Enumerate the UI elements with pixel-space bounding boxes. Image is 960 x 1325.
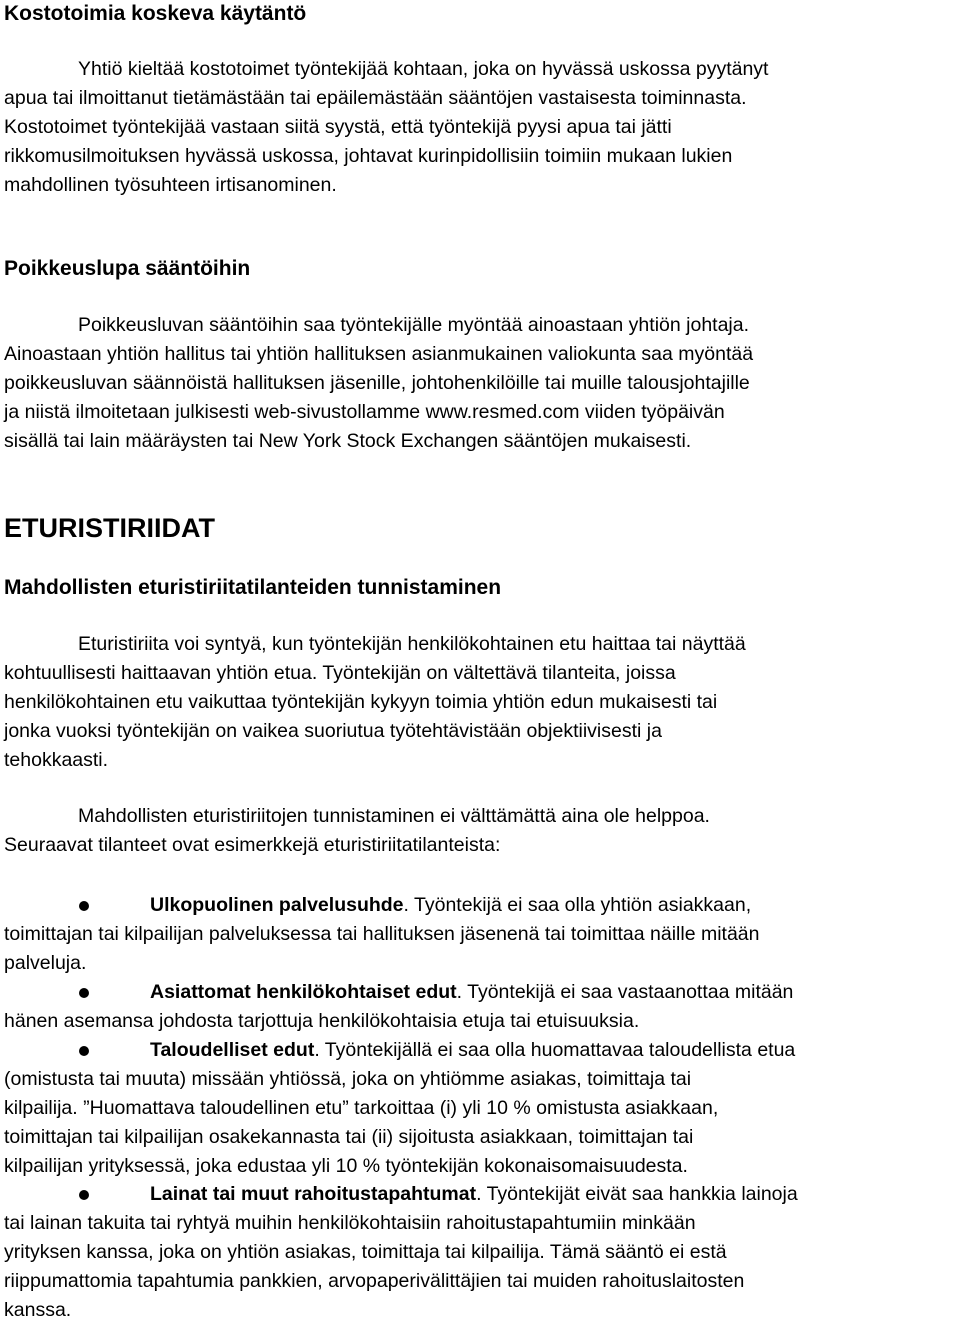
- bullet-icon: [79, 988, 89, 998]
- paragraph-line: jonka vuoksi työntekijän on vaikea suoriutua työtehtävistään objektiivisesti ja: [4, 720, 662, 742]
- bullet-item-improper-benefits: [4, 978, 793, 1036]
- bullet-text: . Työntekijällä ei saa olla huomattavaa taloudellista etua: [314, 1039, 796, 1061]
- paragraph-line: Poikkeusluvan sääntöihin saa työntekijälle myöntää ainoastaan yhtiön johtaja.: [78, 314, 750, 336]
- paragraph-line: palveluja.: [4, 952, 87, 974]
- paragraph-line: sisällä tai lain määräysten tai New York Stock Exchangen sääntöjen mukaisesti.: [4, 430, 692, 452]
- paragraph-line: kilpailijan yrityksessä, joka edustaa yli 10 % työntekijän kokonaisomaisuudesta.: [4, 1155, 688, 1177]
- paragraph-line: kohtuullisesti haittaavan yhtiön etua. Työntekijän on vältettävä tilanteita, joissa: [4, 662, 676, 684]
- bullet-text: . Työntekijät eivät saa hankkia lainoja: [476, 1183, 798, 1205]
- conflicts-paragraph-1: [4, 630, 746, 775]
- paragraph-line: henkilökohtainen etu vaikuttaa työntekijän kykyyn toimia yhtiön edun mukaisesti tai: [4, 691, 718, 713]
- paragraph-line: Kostotoimet työntekijää vastaan siitä syystä, että työntekijä pyysi apua tai jätti: [4, 116, 672, 138]
- conflicts-heading: ETURISTIRIIDAT: [4, 513, 215, 543]
- bullet-first-line: [4, 891, 760, 920]
- retaliation-paragraph: [4, 55, 768, 200]
- bullet-title: Ulkopuolinen palvelusuhde: [150, 894, 404, 916]
- paragraph-line: tehokkaasti.: [4, 749, 109, 771]
- bullet-title: Asiattomat henkilökohtaiset edut: [150, 981, 457, 1003]
- retaliation-heading: Kostotoimia koskeva käytäntö: [4, 2, 307, 25]
- conflicts-paragraph-2: [4, 802, 710, 860]
- paragraph-line: tai lainan takuita tai ryhtyä muihin henkilökohtaisiin rahoitustapahtumiin minkään: [4, 1212, 696, 1234]
- paragraph-line: yrityksen kanssa, joka on yhtiön asiakas, toimittaja tai kilpailija. Tämä sääntö ei estä: [4, 1241, 727, 1263]
- waiver-section: [4, 255, 250, 283]
- bullet-icon: [79, 901, 89, 911]
- paragraph-line: rikkomusilmoituksen hyvässä uskossa, johtavat kurinpidollisiin toimiin mukaan lukien: [4, 145, 733, 167]
- waiver-paragraph: [4, 311, 753, 456]
- conflicts-subheading-wrap: [4, 574, 501, 602]
- retaliation-section: [4, 0, 306, 28]
- paragraph-line: kilpailija. ”Huomattava taloudellinen etu” tarkoittaa (i) yli 10 % omistusta asiakkaan,: [4, 1097, 719, 1119]
- paragraph-line: kanssa.: [4, 1299, 72, 1321]
- paragraph-line: ja niistä ilmoitetaan julkisesti web-sivustollamme www.resmed.com viiden työpäivän: [4, 401, 725, 423]
- paragraph-line: toimittajan tai kilpailijan osakekannasta tai (ii) sijoitusta asiakkaan, toimittajan tai: [4, 1126, 694, 1148]
- paragraph-line: Yhtiö kieltää kostotoimet työntekijää kohtaan, joka on hyvässä uskossa pyytänyt: [78, 58, 769, 80]
- bullet-first-line: [4, 1180, 798, 1209]
- bullet-title: Lainat tai muut rahoitustapahtumat: [150, 1183, 477, 1205]
- paragraph-line: hänen asemansa johdosta tarjottuja henkilökohtaisia etuja tai etuisuuksia.: [4, 1010, 640, 1032]
- paragraph-line: toimittajan tai kilpailijan palveluksessa tai hallituksen jäsenenä tai toimittaa näille mitään: [4, 923, 760, 945]
- paragraph-line: Eturistiriita voi syntyä, kun työntekijän henkilökohtainen etu haittaa tai näyttää: [78, 633, 746, 655]
- paragraph-line: poikkeusluvan säännöistä hallituksen jäsenille, johtohenkilöille tai muille talousjohtajille: [4, 372, 750, 394]
- conflicts-section: [4, 511, 215, 545]
- paragraph-line: apua tai ilmoittanut tietämästään tai epäilemästään sääntöjen vastaisesta toiminnasta.: [4, 87, 747, 109]
- bullet-icon: [79, 1046, 89, 1056]
- paragraph-line: Ainoastaan yhtiön hallitus tai yhtiön hallituksen asianmukainen valiokunta saa myöntää: [4, 343, 754, 365]
- conflicts-subheading: Mahdollisten eturistiriitatilanteiden tunnistaminen: [4, 576, 502, 599]
- paragraph-line: Mahdollisten eturistiriitojen tunnistaminen ei välttämättä aina ole helppoa.: [78, 805, 710, 827]
- bullet-text: . Työntekijä ei saa vastaanottaa mitään: [456, 981, 794, 1003]
- paragraph-line: Seuraavat tilanteet ovat esimerkkejä eturistiriitatilanteista:: [4, 834, 501, 856]
- bullet-item-outside-employment: [4, 891, 760, 978]
- bullet-text: . Työntekijä ei saa olla yhtiön asiakkaan,: [403, 894, 752, 916]
- waiver-heading: Poikkeuslupa sääntöihin: [4, 257, 251, 280]
- bullet-item-financial-interests: [4, 1036, 795, 1181]
- bullet-first-line: [4, 1036, 795, 1065]
- bullet-title: Taloudelliset edut: [150, 1039, 315, 1061]
- bullet-icon: [79, 1190, 89, 1200]
- paragraph-line: (omistusta tai muuta) missään yhtiössä, joka on yhtiömme asiakas, toimittaja tai: [4, 1068, 692, 1090]
- paragraph-line: riippumattomia tapahtumia pankkien, arvopaperivälittäjien tai muiden rahoituslaitosten: [4, 1270, 745, 1292]
- bullet-first-line: [4, 978, 793, 1007]
- bullet-item-loans: [4, 1180, 798, 1325]
- paragraph-line: mahdollinen työsuhteen irtisanominen.: [4, 174, 337, 196]
